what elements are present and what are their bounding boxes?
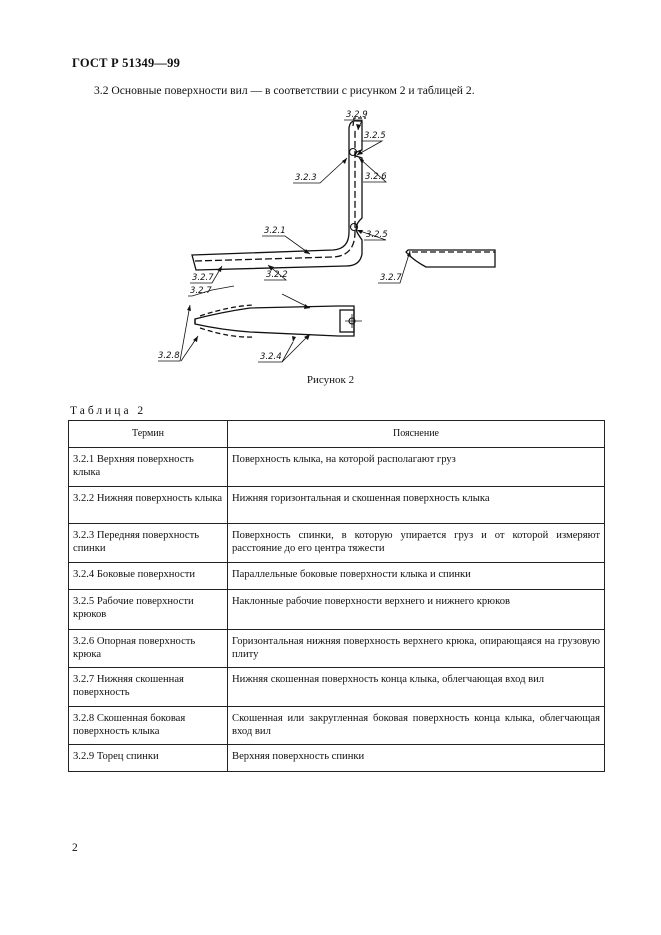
table-row	[69, 745, 605, 772]
explanation-cell: Поверхность клыка, на которой располагают груз	[228, 448, 605, 487]
table-row	[69, 590, 605, 630]
label-3-2-9: 3.2.9	[346, 110, 368, 120]
term-cell: 3.2.1 Верхняя поверхность клыка	[69, 448, 228, 487]
label-3-2-7-tip: 3.2.7	[380, 273, 402, 283]
explanation-cell: Поверхность спинки, в которую упирается груз и от которой измеряют расстояние до его центра тяжести	[228, 524, 605, 563]
label-3-2-7-main: 3.2.7	[192, 273, 214, 283]
term-cell: 3.2.8 Скошенная боковая поверхность клыка	[69, 707, 228, 745]
explanation-cell: Скошенная или закругленная боковая поверхность конца клыка, облегчающая вход вил	[228, 707, 605, 745]
explanation-cell: Наклонные рабочие поверхности верхнего и нижнего крюков	[228, 590, 605, 630]
table-header-row	[69, 421, 605, 448]
label-3-2-8: 3.2.8	[158, 351, 180, 361]
term-cell: 3.2.4 Боковые поверхности	[69, 563, 228, 590]
explanation-cell: Верхняя поверхность спинки	[228, 745, 605, 772]
label-3-2-2: 3.2.2	[266, 270, 288, 280]
term-cell: 3.2.3 Передняя поверхность спинки	[69, 524, 228, 563]
explanation-cell: Горизонтальная нижняя поверхность верхнего крюка, опирающаяся на грузовую плиту	[228, 630, 605, 668]
label-3-2-6: 3.2.6	[365, 172, 387, 182]
label-3-2-3: 3.2.3	[295, 173, 317, 183]
explanation-cell: Нижняя скошенная поверхность конца клыка, облегчающая вход вил	[228, 668, 605, 707]
table-caption: Таблица 2	[70, 405, 147, 417]
table-row	[69, 448, 605, 487]
table-row	[69, 668, 605, 707]
label-3-2-4: 3.2.4	[260, 352, 282, 362]
table-row	[69, 630, 605, 668]
table-row	[69, 524, 605, 563]
intro-paragraph: 3.2 Основные поверхности вил — в соответствии с рисунком 2 и таблицей 2.	[94, 84, 475, 97]
term-cell: 3.2.2 Нижняя поверхность клыка	[69, 487, 228, 524]
page-number: 2	[72, 842, 78, 854]
document-header: ГОСТ Р 51349—99	[72, 56, 181, 70]
column-header-explanation: Пояснение	[228, 421, 605, 448]
terms-table	[68, 420, 605, 772]
term-cell: 3.2.7 Нижняя скошенная поверхность	[69, 668, 228, 707]
explanation-cell: Нижняя горизонтальная и скошенная поверхность клыка	[228, 487, 605, 524]
fork-side-outline	[192, 121, 362, 270]
table-row	[69, 563, 605, 590]
explanation-cell: Параллельные боковые поверхности клыка и спинки	[228, 563, 605, 590]
term-cell: 3.2.5 Рабочие поверхности крюков	[69, 590, 228, 630]
label-3-2-5-top: 3.2.5	[364, 131, 386, 141]
label-3-2-7-top-view: 3.2.7	[190, 286, 212, 296]
label-3-2-1: 3.2.1	[264, 226, 286, 236]
label-3-2-5-bottom: 3.2.5	[366, 230, 388, 240]
table-row	[69, 487, 605, 524]
column-header-term: Термин	[69, 421, 228, 448]
term-cell: 3.2.6 Опорная поверхность крюка	[69, 630, 228, 668]
table-row	[69, 707, 605, 745]
figure-caption: Рисунок 2	[306, 374, 355, 386]
term-cell: 3.2.9 Торец спинки	[69, 745, 228, 772]
fork-surfaces-figure	[150, 100, 530, 375]
